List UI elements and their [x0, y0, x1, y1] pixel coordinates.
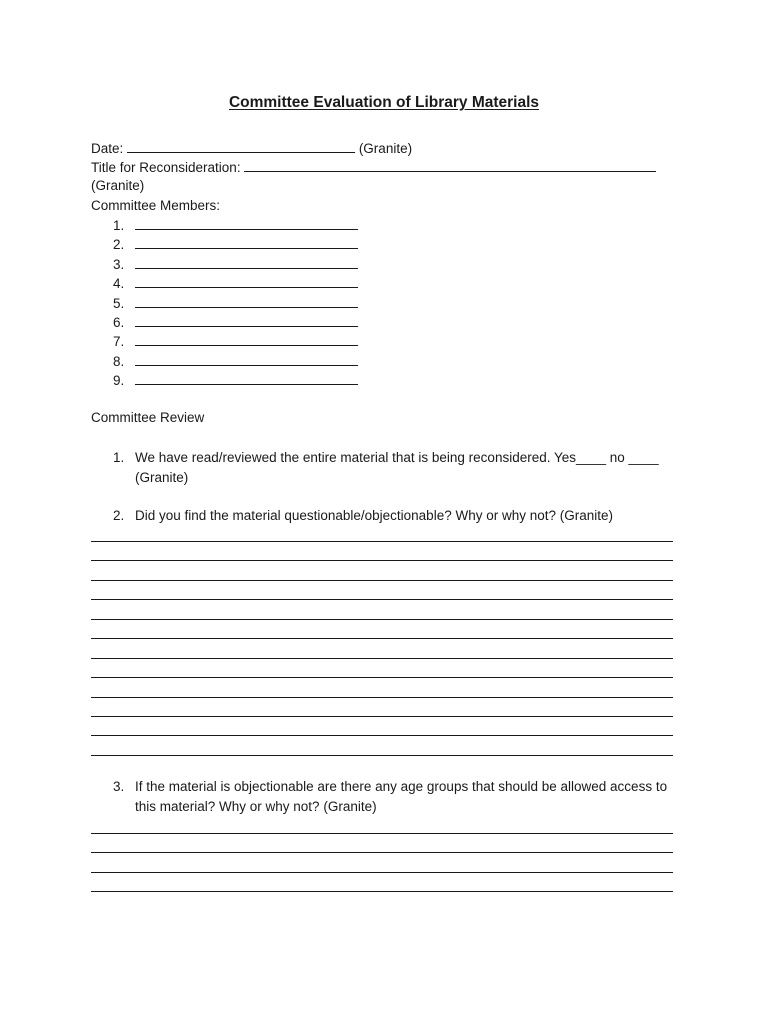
member-number: 6.	[113, 315, 125, 330]
member-number: 7.	[113, 334, 125, 349]
member-field[interactable]	[135, 372, 358, 385]
title-reconsideration-field[interactable]	[244, 159, 656, 172]
answer-line[interactable]	[91, 619, 673, 620]
member-field[interactable]	[135, 217, 358, 230]
committee-review-heading: Committee Review	[91, 410, 205, 425]
member-field[interactable]	[135, 256, 358, 269]
answer-line[interactable]	[91, 677, 673, 678]
question-number: 1.	[113, 450, 125, 465]
question-text: If the material is objectionable are there any age groups that should be allowed access to this material? Why or why not? (Granite)	[135, 779, 668, 814]
question-text: Did you find the material questionable/objectionable? Why or why not? (Granite)	[135, 508, 614, 523]
answer-line[interactable]	[91, 833, 673, 834]
answer-line[interactable]	[91, 697, 673, 698]
member-field[interactable]	[135, 314, 358, 327]
title-reconsideration-row	[91, 159, 656, 176]
member-row	[113, 217, 358, 234]
question-number: 3.	[113, 779, 125, 794]
answer-line[interactable]	[91, 735, 673, 736]
answer-line[interactable]	[91, 658, 673, 659]
member-row	[113, 295, 358, 312]
member-row	[113, 275, 358, 292]
member-row	[113, 256, 358, 273]
member-field[interactable]	[135, 295, 358, 308]
answer-line[interactable]	[91, 560, 673, 561]
question-item	[113, 506, 673, 526]
document-title	[0, 94, 768, 112]
answer-line[interactable]	[91, 891, 673, 892]
member-number: 3.	[113, 257, 125, 272]
answer-line[interactable]	[91, 541, 673, 542]
member-number: 8.	[113, 354, 125, 369]
title-reconsideration-label: Title for Reconsideration:	[91, 160, 241, 175]
date-label: Date:	[91, 141, 124, 156]
member-number: 9.	[113, 373, 125, 388]
date-note: (Granite)	[358, 141, 413, 156]
answer-line[interactable]	[91, 872, 673, 873]
committee-members-label: Committee Members:	[91, 198, 221, 213]
member-field[interactable]	[135, 236, 358, 249]
answer-line[interactable]	[91, 755, 673, 756]
member-field[interactable]	[135, 353, 358, 366]
member-number: 5.	[113, 296, 125, 311]
question-item	[113, 448, 673, 487]
member-row	[113, 314, 358, 331]
member-row	[113, 372, 358, 389]
member-field[interactable]	[135, 333, 358, 346]
answer-line[interactable]	[91, 716, 673, 717]
date-row	[91, 140, 412, 157]
member-row	[113, 333, 358, 350]
title-text: Committee Evaluation of Library Materials	[228, 94, 540, 111]
member-number: 1.	[113, 218, 125, 233]
question-number: 2.	[113, 508, 125, 523]
title-reconsideration-note: (Granite)	[91, 178, 145, 193]
answer-line[interactable]	[91, 638, 673, 639]
answer-line[interactable]	[91, 852, 673, 853]
answer-line[interactable]	[91, 580, 673, 581]
answer-line[interactable]	[91, 599, 673, 600]
date-field[interactable]	[127, 140, 355, 153]
member-number: 2.	[113, 237, 125, 252]
member-row	[113, 236, 358, 253]
member-field[interactable]	[135, 275, 358, 288]
question-item	[113, 777, 673, 816]
question-text: We have read/reviewed the entire material that is being reconsidered. Yes____ no ____ (Granite)	[135, 450, 659, 485]
member-number: 4.	[113, 276, 125, 291]
member-row	[113, 353, 358, 370]
